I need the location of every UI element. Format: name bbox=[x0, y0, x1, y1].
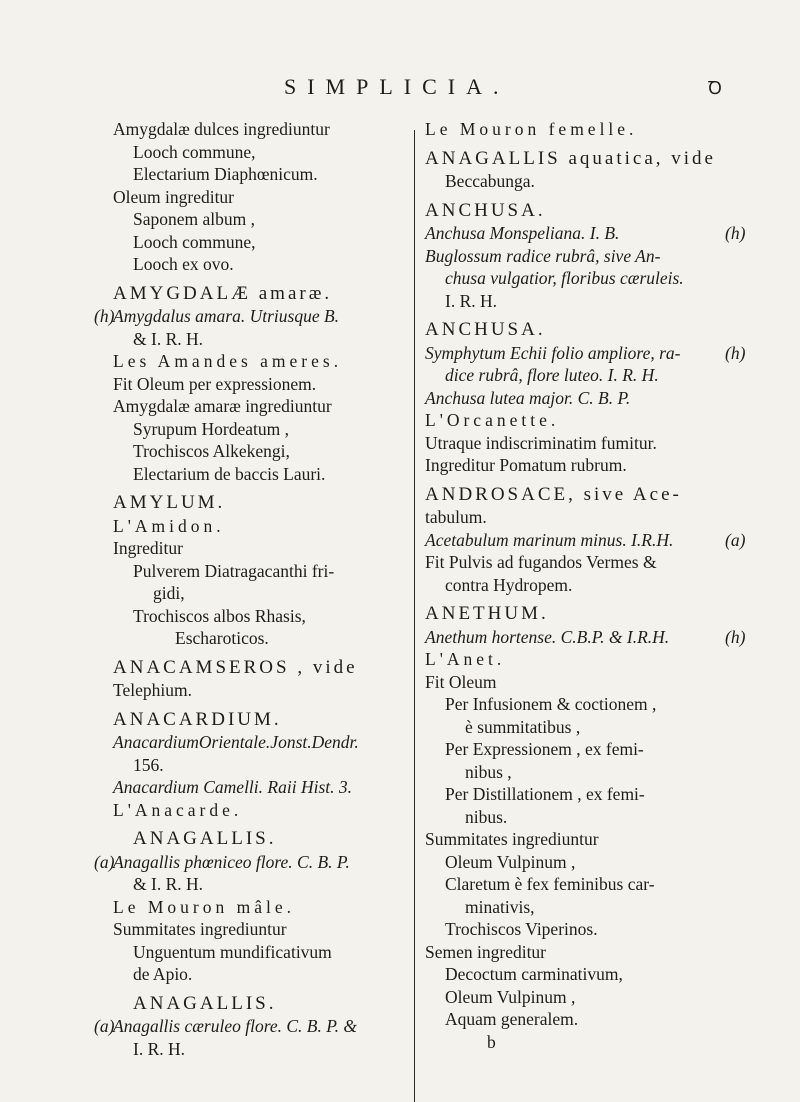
text-line bbox=[113, 679, 403, 702]
text-line bbox=[113, 709, 403, 732]
line-text: Oleum Vulpinum , bbox=[445, 851, 576, 872]
line-text: Anacardium Camelli. Raii Hist. 3. bbox=[113, 777, 352, 797]
text-line bbox=[113, 418, 403, 441]
text-line bbox=[113, 440, 403, 463]
text-line bbox=[425, 648, 720, 671]
line-text: I. R. H. bbox=[133, 1038, 186, 1059]
text-line bbox=[113, 515, 403, 538]
line-text: Ingreditur bbox=[113, 538, 183, 558]
text-line bbox=[425, 290, 720, 313]
text-line bbox=[425, 918, 720, 941]
text-line bbox=[425, 986, 720, 1009]
text-line bbox=[113, 253, 403, 276]
line-text: Trochiscos albos Rhasis, bbox=[133, 605, 306, 626]
line-text: nibus. bbox=[465, 806, 508, 827]
line-text: Semen ingreditur bbox=[425, 941, 547, 962]
text-line bbox=[113, 492, 403, 515]
text-line bbox=[425, 170, 720, 193]
signature-mark: Ꝺ bbox=[708, 78, 722, 98]
line-text: Fit Oleum per expressionem. bbox=[113, 373, 317, 394]
text-line bbox=[425, 716, 720, 739]
line-text: ANCHUSA. bbox=[425, 319, 546, 340]
line-text: Beccabunga. bbox=[445, 171, 535, 191]
line-text: Symphytum Echii folio ampliore, ra- bbox=[425, 342, 681, 363]
text-line bbox=[425, 806, 720, 829]
column-rule bbox=[414, 130, 415, 1102]
line-text: Amygdalus amara. Utriusque B. bbox=[113, 306, 340, 326]
text-line bbox=[113, 993, 403, 1016]
text-line bbox=[425, 738, 720, 761]
line-text: I. R. H. bbox=[445, 290, 498, 311]
page-header bbox=[0, 74, 800, 114]
text-line bbox=[113, 918, 403, 941]
line-text: Anchusa Monspeliana. I. B. bbox=[425, 223, 620, 243]
text-line bbox=[425, 783, 720, 806]
line-text: dice rubrâ, flore luteo. I. R. H. bbox=[445, 365, 659, 385]
line-text: Summitates ingrediuntur bbox=[113, 919, 287, 939]
line-text: Fit Pulvis ad fugandos Vermes & bbox=[425, 552, 657, 572]
text-line bbox=[425, 1031, 720, 1054]
text-line bbox=[113, 627, 403, 650]
line-text: Saponem album , bbox=[133, 209, 255, 229]
line-text: Oleum Vulpinum , bbox=[445, 986, 576, 1007]
text-line bbox=[425, 342, 746, 365]
line-text: Looch commune, bbox=[133, 231, 256, 252]
running-title: SIMPLICIA. bbox=[284, 74, 510, 99]
line-text: Decoctum carminativum, bbox=[445, 964, 623, 984]
line-text: Per Distillationem , ex femi- bbox=[445, 784, 645, 804]
text-line bbox=[425, 222, 746, 245]
text-line bbox=[425, 963, 720, 986]
line-text: ANDROSACE, sive Ace- bbox=[425, 483, 682, 505]
line-text: & I. R. H. bbox=[133, 874, 203, 894]
line-text: Acetabulum marinum minus. I.R.H. bbox=[425, 529, 674, 550]
line-text: Unguentum mundificativum bbox=[133, 941, 332, 962]
text-line bbox=[113, 799, 403, 822]
line-text: Trochiscos Viperinos. bbox=[445, 919, 598, 939]
line-text: Syrupum Hordeatum , bbox=[133, 418, 290, 439]
line-text: Per Infusionem & coctionem , bbox=[445, 694, 657, 714]
line-text: ANAGALLIS aquatica, vide bbox=[425, 147, 716, 169]
line-text: Trochiscos Alkekengi, bbox=[133, 441, 290, 461]
text-line bbox=[425, 551, 720, 574]
line-text: ANAGALLIS. bbox=[133, 992, 277, 1014]
margin-marker: (h) bbox=[94, 306, 115, 326]
text-line bbox=[425, 761, 720, 784]
text-line bbox=[425, 200, 720, 223]
line-text: AMYGDALÆ amaræ. bbox=[113, 282, 333, 304]
text-line bbox=[425, 245, 720, 268]
text-line bbox=[425, 693, 720, 716]
text-line bbox=[425, 941, 720, 964]
text-line bbox=[113, 463, 403, 486]
text-line bbox=[113, 776, 403, 799]
text-line bbox=[113, 118, 403, 141]
line-text: Telephium. bbox=[113, 680, 192, 700]
line-text: Buglossum radice rubrâ, sive An- bbox=[425, 245, 661, 266]
margin-marker: (h) bbox=[725, 223, 746, 243]
line-text: Anethum hortense. C.B.P. & I.R.H. bbox=[425, 626, 670, 647]
line-text: chusa vulgatior, floribus cæruleis. bbox=[445, 268, 684, 288]
line-text: Oleum ingreditur bbox=[113, 186, 235, 207]
line-text: ANAGALLIS. bbox=[133, 828, 277, 849]
text-line bbox=[425, 387, 720, 410]
text-line bbox=[113, 208, 403, 231]
text-line bbox=[113, 896, 403, 919]
text-line bbox=[113, 163, 403, 186]
text-line bbox=[113, 582, 403, 605]
line-text: Looch ex ovo. bbox=[133, 254, 234, 274]
line-text: & I. R. H. bbox=[133, 328, 203, 349]
text-line bbox=[113, 395, 403, 418]
line-text: minativis, bbox=[465, 896, 535, 917]
line-text: nibus , bbox=[465, 761, 512, 782]
line-text: ANACAMSEROS , vide bbox=[113, 656, 358, 678]
line-text: L'Orcanette. bbox=[425, 410, 560, 430]
line-text: Amygdalæ amaræ ingrediuntur bbox=[113, 396, 332, 416]
line-text: ANETHUM. bbox=[425, 603, 549, 624]
text-line bbox=[425, 364, 720, 387]
line-text: de Apio. bbox=[133, 964, 193, 984]
line-text: Per Expressionem , ex femi- bbox=[445, 739, 644, 759]
text-line bbox=[425, 267, 720, 290]
text-line bbox=[113, 754, 403, 777]
text-line bbox=[113, 941, 403, 964]
line-text: Electarium de baccis Lauri. bbox=[133, 463, 326, 484]
left-column bbox=[94, 118, 403, 1060]
text-line bbox=[425, 828, 720, 851]
line-text: Aquam generalem. bbox=[445, 1009, 579, 1029]
text-line bbox=[113, 963, 403, 986]
text-line bbox=[94, 1015, 403, 1038]
margin-marker: (a) bbox=[725, 529, 746, 550]
line-text: ANACARDIUM. bbox=[113, 708, 282, 730]
text-line bbox=[94, 305, 403, 328]
line-text: Anagallis phœniceo flore. C. B. P. bbox=[113, 851, 350, 872]
text-line bbox=[113, 657, 403, 680]
line-text: Utraque indiscriminatim fumitur. bbox=[425, 432, 657, 453]
text-line bbox=[113, 350, 403, 373]
line-text: L'Anacarde. bbox=[113, 799, 243, 820]
text-line bbox=[94, 851, 403, 874]
line-text: L'Amidon. bbox=[113, 515, 225, 536]
text-line bbox=[425, 454, 720, 477]
text-line bbox=[425, 1008, 720, 1031]
text-line bbox=[113, 605, 403, 628]
line-text: è summitatibus , bbox=[465, 716, 581, 737]
line-text: Amygdalæ dulces ingrediuntur bbox=[113, 119, 330, 139]
text-line bbox=[425, 851, 720, 874]
text-line bbox=[425, 148, 720, 171]
text-line bbox=[425, 319, 720, 342]
text-line bbox=[113, 186, 403, 209]
line-text: Fit Oleum bbox=[425, 671, 497, 692]
line-text: Les Amandes ameres. bbox=[113, 351, 343, 371]
line-text: Anchusa lutea major. C. B. P. bbox=[425, 387, 631, 408]
line-text: Escharoticos. bbox=[175, 628, 269, 648]
text-line bbox=[113, 231, 403, 254]
line-text: L'Anet. bbox=[425, 649, 506, 669]
text-line bbox=[425, 873, 720, 896]
line-text: Anagallis cæruleo flore. C. B. P. & bbox=[113, 1016, 358, 1036]
text-line bbox=[113, 537, 403, 560]
line-text: Le Mouron femelle. bbox=[425, 119, 638, 139]
margin-marker: (h) bbox=[725, 626, 746, 647]
line-text: ANCHUSA. bbox=[425, 199, 546, 221]
margin-marker: (a) bbox=[94, 1016, 115, 1036]
line-text: Ingreditur Pomatum rubrum. bbox=[425, 455, 627, 475]
text-line bbox=[113, 731, 403, 754]
text-line bbox=[425, 671, 720, 694]
text-line bbox=[425, 506, 720, 529]
line-text: gidi, bbox=[153, 583, 185, 603]
text-line bbox=[425, 118, 720, 141]
margin-marker: (h) bbox=[725, 342, 746, 363]
line-text: b bbox=[487, 1031, 496, 1052]
line-text: tabulum. bbox=[425, 507, 487, 527]
text-line bbox=[425, 574, 720, 597]
line-text: Electarium Diaphœnicum. bbox=[133, 164, 318, 184]
text-line bbox=[113, 1038, 403, 1061]
text-line bbox=[425, 626, 746, 649]
line-text: Le Mouron mâle. bbox=[113, 896, 295, 917]
text-line bbox=[425, 432, 720, 455]
text-line bbox=[425, 484, 720, 507]
text-line bbox=[113, 328, 403, 351]
right-column bbox=[425, 118, 746, 1053]
text-line bbox=[113, 828, 403, 851]
line-text: AnacardiumOrientale.Jonst.Dendr. bbox=[113, 732, 359, 752]
text-line bbox=[113, 373, 403, 396]
text-line bbox=[113, 283, 403, 306]
line-text: Summitates ingrediuntur bbox=[425, 829, 599, 849]
line-text: Looch commune, bbox=[133, 141, 256, 162]
line-text: AMYLUM. bbox=[113, 492, 226, 513]
text-line bbox=[425, 896, 720, 919]
line-text: Claretum è fex feminibus car- bbox=[445, 874, 655, 894]
line-text: 156. bbox=[133, 754, 164, 775]
text-line bbox=[113, 873, 403, 896]
text-line bbox=[113, 560, 403, 583]
margin-marker: (a) bbox=[94, 851, 115, 872]
text-line bbox=[113, 141, 403, 164]
line-text: Pulverem Diatragacanthi fri- bbox=[133, 560, 335, 581]
text-line bbox=[425, 529, 746, 552]
text-line bbox=[425, 409, 720, 432]
line-text: contra Hydropem. bbox=[445, 574, 573, 595]
text-line bbox=[425, 603, 720, 626]
